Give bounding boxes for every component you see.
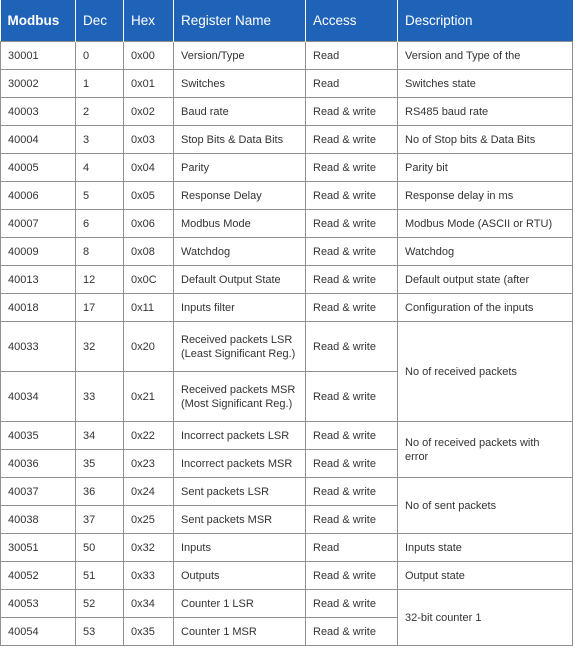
cell-hex: 0x35 [124, 618, 174, 646]
table-row [1, 126, 573, 154]
cell-dec: 53 [76, 618, 124, 646]
cell-hex: 0x00 [124, 42, 174, 70]
register-name-line: Incorrect packets LSR [181, 429, 290, 442]
cell-description: No of sent packets [398, 478, 573, 534]
cell-hex: 0x32 [124, 534, 174, 562]
cell-modbus: 40038 [1, 506, 76, 534]
cell-register-name [174, 590, 306, 618]
cell-hex: 0x01 [124, 70, 174, 98]
cell-register-name [174, 210, 306, 238]
cell-register-name [174, 154, 306, 182]
table-row [1, 70, 573, 98]
cell-access: Read & write [306, 126, 398, 154]
cell-description: Output state [398, 562, 573, 590]
cell-access: Read [306, 70, 398, 98]
cell-hex: 0x22 [124, 422, 174, 450]
cell-dec: 52 [76, 590, 124, 618]
cell-hex: 0x25 [124, 506, 174, 534]
cell-modbus: 40018 [1, 294, 76, 322]
cell-access: Read & write [306, 618, 398, 646]
table-row [1, 422, 573, 450]
register-name-line: Received packets LSR [181, 333, 293, 346]
register-name-line: Outputs [181, 569, 220, 582]
cell-modbus: 40053 [1, 590, 76, 618]
cell-access: Read & write [306, 506, 398, 534]
cell-description: No of received packets with error [398, 422, 573, 478]
register-name-line: Inputs [181, 541, 211, 554]
column-header-description: Description [398, 0, 573, 42]
cell-hex: 0x04 [124, 154, 174, 182]
column-header-dec: Dec [76, 0, 124, 42]
register-name-line: Inputs filter [181, 301, 235, 314]
cell-modbus: 40007 [1, 210, 76, 238]
register-name-line: Incorrect packets MSR [181, 457, 293, 470]
cell-modbus: 40035 [1, 422, 76, 450]
cell-description: No of Stop bits & Data Bits [398, 126, 573, 154]
table-row [1, 562, 573, 590]
register-name-line: Stop Bits & Data Bits [181, 133, 284, 146]
cell-dec: 8 [76, 238, 124, 266]
register-name-line: Baud rate [181, 105, 229, 118]
cell-access: Read & write [306, 182, 398, 210]
cell-modbus: 40052 [1, 562, 76, 590]
cell-register-name [174, 372, 306, 422]
table-row [1, 210, 573, 238]
cell-hex: 0x24 [124, 478, 174, 506]
cell-register-name [174, 478, 306, 506]
table-row [1, 266, 573, 294]
cell-access: Read & write [306, 372, 398, 422]
cell-modbus: 40054 [1, 618, 76, 646]
table-row [1, 478, 573, 506]
table-row [1, 154, 573, 182]
register-name-line: (Least Significant Reg.) [181, 347, 296, 360]
register-name-line: Received packets MSR [181, 383, 296, 396]
cell-modbus: 40034 [1, 372, 76, 422]
cell-hex: 0x03 [124, 126, 174, 154]
cell-modbus: 30002 [1, 70, 76, 98]
cell-register-name [174, 562, 306, 590]
cell-register-name [174, 182, 306, 210]
cell-hex: 0x33 [124, 562, 174, 590]
cell-access: Read & write [306, 562, 398, 590]
cell-dec: 6 [76, 210, 124, 238]
cell-access: Read [306, 534, 398, 562]
cell-register-name [174, 238, 306, 266]
cell-dec: 5 [76, 182, 124, 210]
cell-modbus: 40037 [1, 478, 76, 506]
cell-modbus: 40005 [1, 154, 76, 182]
cell-register-name [174, 70, 306, 98]
header-row [1, 0, 573, 42]
cell-hex: 0x21 [124, 372, 174, 422]
cell-description: Inputs state [398, 534, 573, 562]
cell-description: Response delay in ms [398, 182, 573, 210]
table-row [1, 294, 573, 322]
table-row [1, 42, 573, 70]
register-name-line: Counter 1 LSR [181, 597, 254, 610]
cell-access: Read & write [306, 450, 398, 478]
cell-access: Read & write [306, 238, 398, 266]
register-name-line: Sent packets MSR [181, 513, 273, 526]
cell-modbus: 40036 [1, 450, 76, 478]
cell-description: 32-bit counter 1 [398, 590, 573, 646]
cell-description: Parity bit [398, 154, 573, 182]
cell-hex: 0x0C [124, 266, 174, 294]
table-row [1, 534, 573, 562]
cell-dec: 0 [76, 42, 124, 70]
register-name-line: Sent packets LSR [181, 485, 270, 498]
table-row [1, 590, 573, 618]
cell-dec: 35 [76, 450, 124, 478]
cell-description: Version and Type of the [398, 42, 573, 70]
cell-hex: 0x08 [124, 238, 174, 266]
cell-dec: 51 [76, 562, 124, 590]
cell-description: Default output state (after [398, 266, 573, 294]
cell-hex: 0x34 [124, 590, 174, 618]
register-name-line: Watchdog [181, 245, 231, 258]
cell-description: Modbus Mode (ASCII or RTU) [398, 210, 573, 238]
cell-dec: 34 [76, 422, 124, 450]
table-row [1, 238, 573, 266]
cell-hex: 0x06 [124, 210, 174, 238]
cell-register-name [174, 422, 306, 450]
cell-register-name [174, 266, 306, 294]
cell-modbus: 40009 [1, 238, 76, 266]
cell-access: Read & write [306, 478, 398, 506]
cell-access: Read [306, 42, 398, 70]
cell-register-name [174, 98, 306, 126]
cell-dec: 36 [76, 478, 124, 506]
cell-register-name [174, 294, 306, 322]
cell-dec: 33 [76, 372, 124, 422]
cell-description: Watchdog [398, 238, 573, 266]
table-row [1, 98, 573, 126]
column-header-register-name: Register Name [174, 0, 306, 42]
cell-description: RS485 baud rate [398, 98, 573, 126]
cell-register-name [174, 42, 306, 70]
register-name-line: Version/Type [181, 49, 245, 62]
column-header-modbus: Modbus [1, 0, 76, 42]
cell-register-name [174, 534, 306, 562]
cell-access: Read & write [306, 98, 398, 126]
column-header-access: Access [306, 0, 398, 42]
cell-dec: 17 [76, 294, 124, 322]
cell-hex: 0x11 [124, 294, 174, 322]
cell-dec: 12 [76, 266, 124, 294]
cell-dec: 4 [76, 154, 124, 182]
cell-register-name [174, 618, 306, 646]
register-name-line: Modbus Mode [181, 217, 251, 230]
register-name-line: Counter 1 MSR [181, 625, 257, 638]
register-name-line: Switches [181, 77, 226, 90]
cell-modbus: 40013 [1, 266, 76, 294]
cell-hex: 0x05 [124, 182, 174, 210]
cell-register-name [174, 126, 306, 154]
cell-modbus: 40033 [1, 322, 76, 372]
cell-register-name [174, 322, 306, 372]
table-row [1, 182, 573, 210]
cell-dec: 2 [76, 98, 124, 126]
register-name-line: (Most Significant Reg.) [181, 397, 293, 410]
cell-register-name [174, 450, 306, 478]
register-name-line: Parity [181, 161, 210, 174]
register-name-line: Response Delay [181, 189, 262, 202]
cell-dec: 37 [76, 506, 124, 534]
cell-modbus: 40006 [1, 182, 76, 210]
cell-access: Read & write [306, 590, 398, 618]
cell-hex: 0x23 [124, 450, 174, 478]
cell-description: No of received packets [398, 322, 573, 422]
cell-dec: 32 [76, 322, 124, 372]
cell-access: Read & write [306, 422, 398, 450]
cell-modbus: 30001 [1, 42, 76, 70]
cell-register-name [174, 506, 306, 534]
register-name-line: Default Output State [181, 273, 281, 286]
cell-description: Configuration of the inputs [398, 294, 573, 322]
cell-access: Read & write [306, 322, 398, 372]
cell-dec: 50 [76, 534, 124, 562]
cell-hex: 0x20 [124, 322, 174, 372]
table-body [1, 42, 573, 646]
cell-access: Read & write [306, 210, 398, 238]
cell-modbus: 30051 [1, 534, 76, 562]
table-row [1, 322, 573, 372]
cell-modbus: 40003 [1, 98, 76, 126]
cell-hex: 0x02 [124, 98, 174, 126]
cell-access: Read & write [306, 294, 398, 322]
cell-modbus: 40004 [1, 126, 76, 154]
cell-access: Read & write [306, 266, 398, 294]
cell-description: Switches state [398, 70, 573, 98]
cell-dec: 1 [76, 70, 124, 98]
cell-dec: 3 [76, 126, 124, 154]
cell-access: Read & write [306, 154, 398, 182]
column-header-hex: Hex [124, 0, 174, 42]
table-header [1, 0, 573, 42]
